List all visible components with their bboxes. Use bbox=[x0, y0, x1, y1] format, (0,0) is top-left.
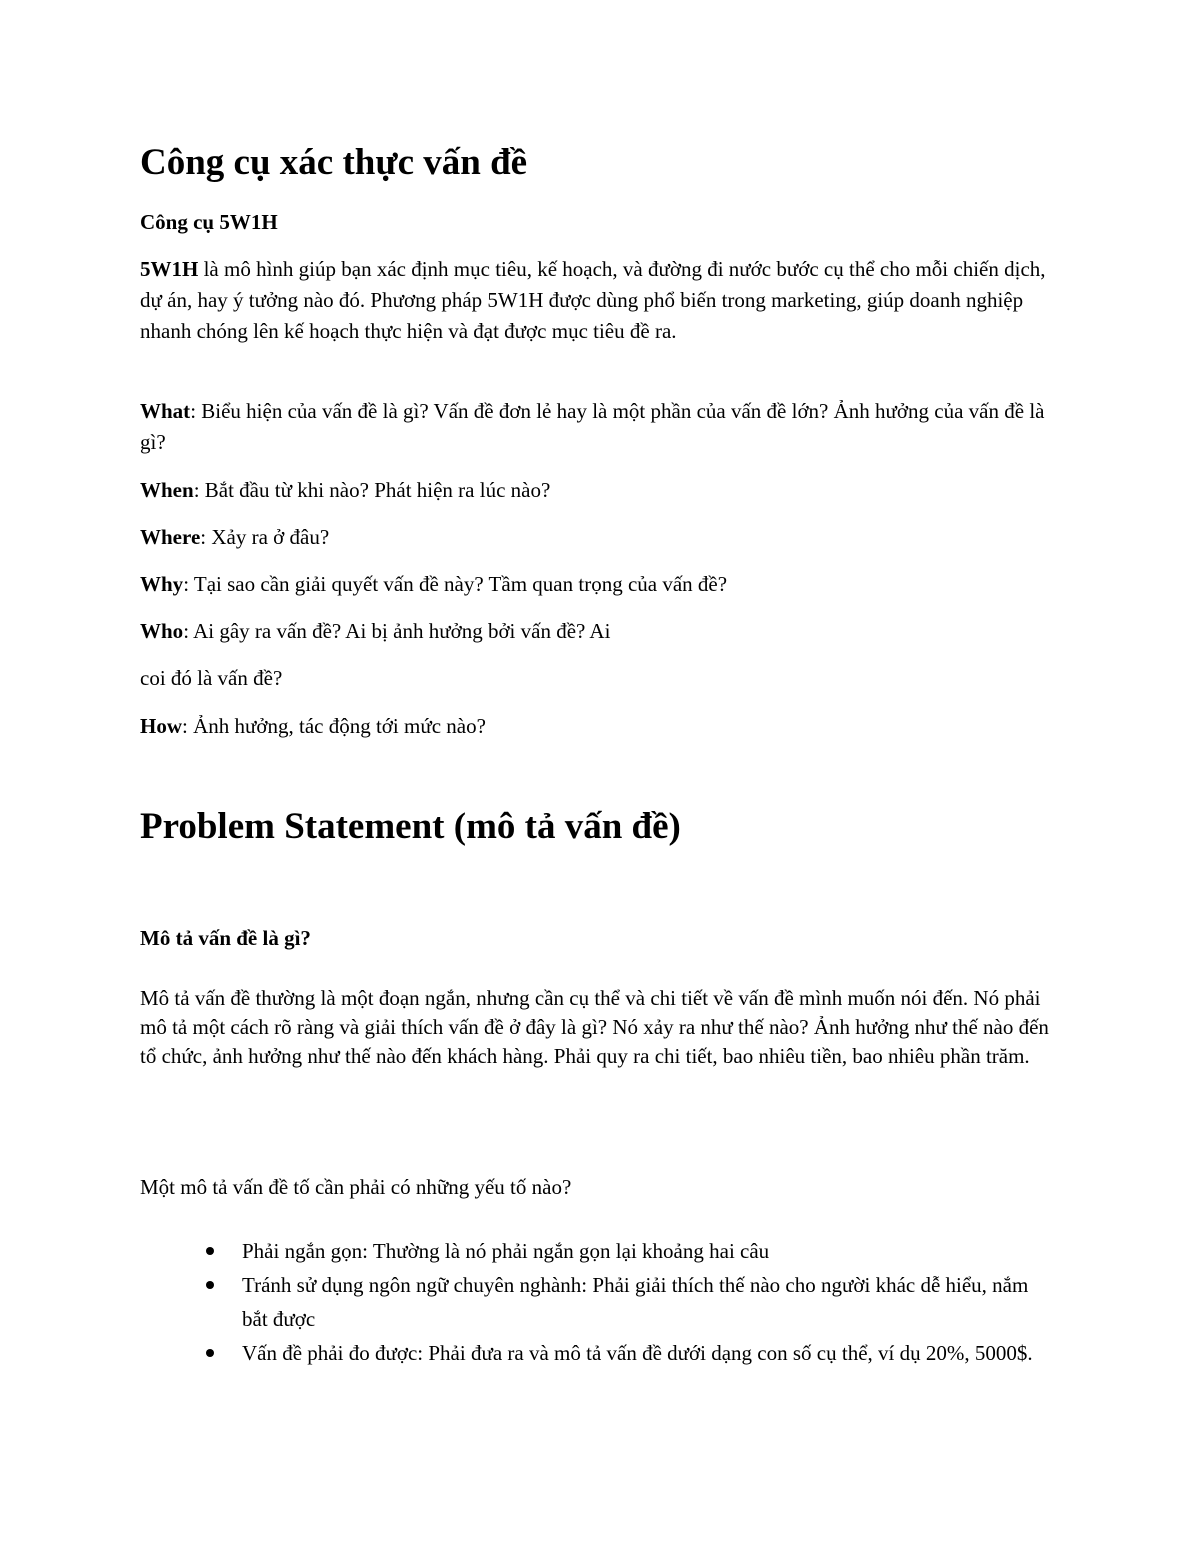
who-term: Who bbox=[140, 619, 184, 643]
list-item bbox=[242, 1336, 1070, 1370]
intro-term: 5W1H bbox=[140, 257, 199, 281]
bullet-icon bbox=[206, 1349, 214, 1357]
intro-text: là mô hình giúp bạn xác định mục tiêu, kế hoạch, và đường đi nước bước cụ thể cho mỗi chiến dịch, dự án, hay ý tưởng nào đó. Phương pháp 5W1H được dùng phổ biến trong marketing, giúp doanh nghiệp nhanh chóng lên kế hoạch thực hiện và đạt được mục tiêu đề ra. bbox=[140, 257, 1046, 343]
description-paragraph: Mô tả vấn đề thường là một đoạn ngắn, nhưng cần cụ thể và chi tiết về vấn đề mình muốn nói đến. Nó phải mô tả một cách rõ ràng và giải thích vấn đề ở đây là gì? Nó xảy ra như thế nào? Ảnh hưởng như thế nào đến tổ chức, ảnh hưởng như thế nào đến khách hàng. Phải quy ra chi tiết, bao nhiêu tiền, bao nhiêu phần trăm. bbox=[140, 986, 1049, 1068]
bullet-icon bbox=[206, 1281, 214, 1289]
when-term: When bbox=[140, 478, 194, 502]
why-text: : Tại sao cần giải quyết vấn đề này? Tầm quan trọng của vấn đề? bbox=[183, 572, 728, 596]
where-item bbox=[140, 522, 1070, 553]
when-item bbox=[140, 475, 1070, 506]
where-text: : Xảy ra ở đâu? bbox=[200, 525, 330, 549]
how-text: : Ảnh hưởng, tác động tới mức nào? bbox=[182, 714, 486, 738]
intro-paragraph bbox=[140, 254, 1070, 347]
when-text: : Bắt đầu từ khi nào? Phát hiện ra lúc nào? bbox=[193, 478, 551, 502]
requirements-list bbox=[140, 1234, 1070, 1370]
who-item bbox=[140, 616, 1070, 647]
bullet-icon bbox=[206, 1247, 214, 1255]
why-term: Why bbox=[140, 572, 184, 596]
list-item bbox=[242, 1268, 1070, 1336]
what-term: What bbox=[140, 399, 191, 423]
why-item bbox=[140, 569, 1070, 600]
section-subheading: Công cụ 5W1H bbox=[140, 210, 278, 234]
page-title: Công cụ xác thực vấn đề bbox=[140, 142, 528, 183]
list-item-text: Phải ngắn gọn: Thường là nó phải ngắn gọn lại khoảng hai câu bbox=[242, 1239, 770, 1263]
who-text: : Ai gây ra vấn đề? Ai bị ảnh hưởng bởi vấn đề? Ai bbox=[183, 619, 611, 643]
what-is-heading: Mô tả vấn đề là gì? bbox=[140, 926, 311, 950]
problem-statement-heading: Problem Statement (mô tả vấn đề) bbox=[140, 806, 681, 847]
how-term: How bbox=[140, 714, 182, 738]
list-item-text: Vấn đề phải đo được: Phải đưa ra và mô tả vấn đề dưới dạng con số cụ thể, ví dụ 20%, 5000$. bbox=[242, 1341, 1033, 1365]
list-item-text: Tránh sử dụng ngôn ngữ chuyên nghành: Phải giải thích thế nào cho người khác dễ hiểu, nắm bắt được bbox=[242, 1273, 1029, 1331]
what-item bbox=[140, 396, 1070, 458]
what-text: : Biểu hiện của vấn đề là gì? Vấn đề đơn lẻ hay là một phần của vấn đề lớn? Ảnh hưởng của vấn đề là gì? bbox=[140, 399, 1045, 454]
question-paragraph: Một mô tả vấn đề tố cần phải có những yếu tố nào? bbox=[140, 1175, 572, 1199]
list-item bbox=[242, 1234, 1070, 1268]
who-continued: coi đó là vấn đề? bbox=[140, 666, 283, 690]
how-item bbox=[140, 711, 1070, 742]
where-term: Where bbox=[140, 525, 201, 549]
